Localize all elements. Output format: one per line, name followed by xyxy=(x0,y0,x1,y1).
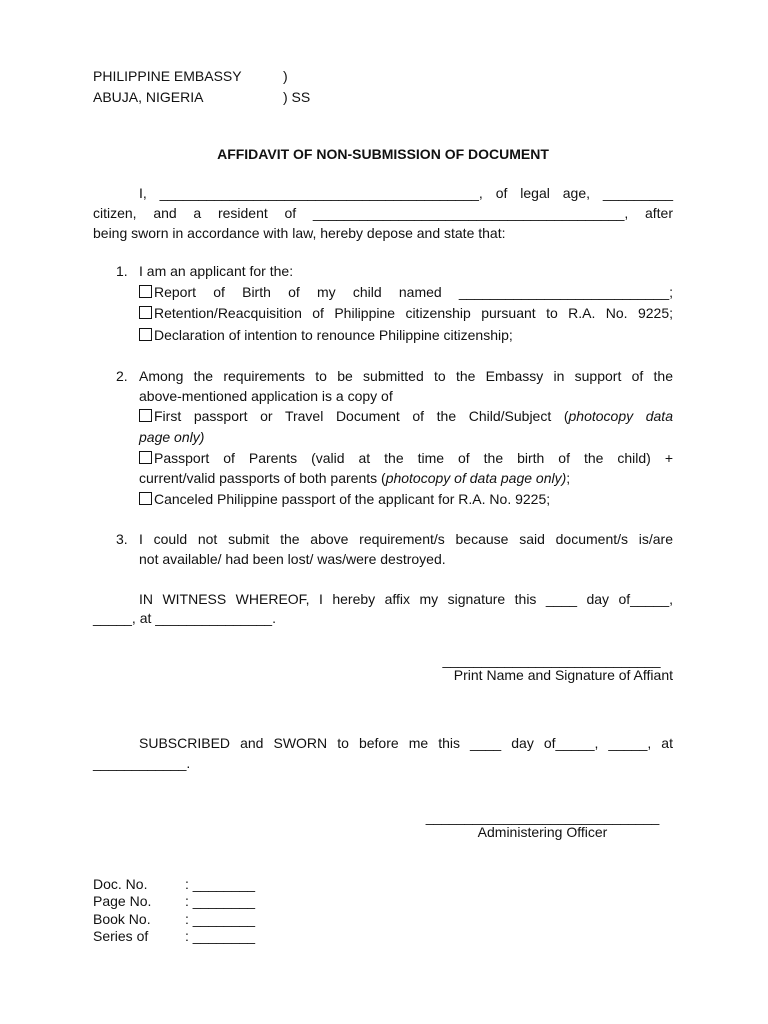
item-2-lead-line-1: Among the requirements to be submitted to the Embassy in support of the xyxy=(139,368,673,384)
witness-line-2: _____, at _______________. xyxy=(93,610,276,626)
registry-value: : ________ xyxy=(185,928,256,944)
option-label: First passport or Travel Document of the Child/Subject ( xyxy=(154,408,569,424)
checkbox-canceled-passport[interactable] xyxy=(139,492,152,505)
venue-line-2-right: ) SS xyxy=(283,89,311,105)
affiant-signature-label: Print Name and Signature of Affiant xyxy=(453,667,673,683)
officer-signature-line: ______________________________ xyxy=(425,809,660,825)
item-2-number: 2. xyxy=(116,368,128,384)
officer-signature-label: Administering Officer xyxy=(477,824,608,840)
registry-label: Page No. xyxy=(93,893,152,909)
registry-label: Book No. xyxy=(93,911,151,927)
option-label: Declaration of intention to renounce Philippine citizenship; xyxy=(154,327,513,343)
checkbox-report-of-birth[interactable] xyxy=(139,285,152,298)
checkbox-declaration[interactable] xyxy=(139,328,152,341)
item-1-option-declaration xyxy=(139,327,513,343)
item-2-option-canceled-passport xyxy=(139,491,550,507)
item-3-number: 3. xyxy=(116,531,128,547)
intro-line-1: I, _________________________________________, of legal age, _________ xyxy=(139,185,673,201)
registry-label: Doc. No. xyxy=(93,876,148,892)
checkbox-first-passport[interactable] xyxy=(139,409,152,422)
registry-label: Series of xyxy=(93,928,149,944)
item-2-option-first-passport xyxy=(139,408,673,424)
checkbox-retention[interactable] xyxy=(139,306,152,319)
item-1-number: 1. xyxy=(116,263,128,279)
item-2-option-parents-passport-cont xyxy=(139,470,570,486)
affiant-signature-line: ____________________________ xyxy=(442,652,661,668)
registry-value: : ________ xyxy=(185,876,256,892)
subscribed-line-1: SUBSCRIBED and SWORN to before me this ____ day of_____, _____, at xyxy=(139,735,673,751)
option-label-italic: photocopy of data page only) xyxy=(385,470,567,486)
option-label: current/valid passports of both parents ( xyxy=(139,470,386,486)
venue-line-2-left: ABUJA, NIGERIA xyxy=(93,89,204,105)
item-2-lead-line-2: above-mentioned application is a copy of xyxy=(139,388,393,404)
intro-line-2: citizen, and a resident of ________________________________________, after xyxy=(93,205,673,221)
venue-line-1-right: ) xyxy=(283,68,288,84)
option-label: Report of Birth of my child named ___________________________; xyxy=(154,284,673,300)
intro-line-3: being sworn in accordance with law, hereby depose and state that: xyxy=(93,225,506,241)
document-title: AFFIDAVIT OF NON-SUBMISSION OF DOCUMENT xyxy=(217,146,549,162)
witness-line-1: IN WITNESS WHEREOF, I hereby affix my signature this ____ day of_____, xyxy=(139,591,673,607)
item-3-line-1: I could not submit the above requirement/s because said document/s is/are xyxy=(139,531,673,547)
item-1-option-retention xyxy=(139,305,673,321)
registry-value: : ________ xyxy=(185,911,256,927)
checkbox-parents-passport[interactable] xyxy=(139,451,152,464)
option-label: Retention/Reacquisition of Philippine citizenship pursuant to R.A. No. 9225; xyxy=(154,305,673,321)
registry-value: : ________ xyxy=(185,893,256,909)
item-2-option-first-passport-cont xyxy=(139,429,204,445)
option-label: Passport of Parents (valid at the time of the birth of the child) + xyxy=(154,450,673,466)
item-1-option-report-of-birth xyxy=(139,284,673,300)
item-2-option-parents-passport xyxy=(139,450,673,466)
option-label-italic: page only) xyxy=(139,429,205,445)
venue-line-1-left: PHILIPPINE EMBASSY xyxy=(93,68,242,84)
subscribed-line-2: ____________. xyxy=(93,755,191,771)
item-1-lead: I am an applicant for the: xyxy=(139,263,294,279)
item-3-line-2: not available/ had been lost/ was/were destroyed. xyxy=(139,551,446,567)
option-label: Canceled Philippine passport of the applicant for R.A. No. 9225; xyxy=(154,491,551,507)
option-label-italic: photocopy data xyxy=(568,408,673,424)
option-label-end: ; xyxy=(566,470,571,486)
